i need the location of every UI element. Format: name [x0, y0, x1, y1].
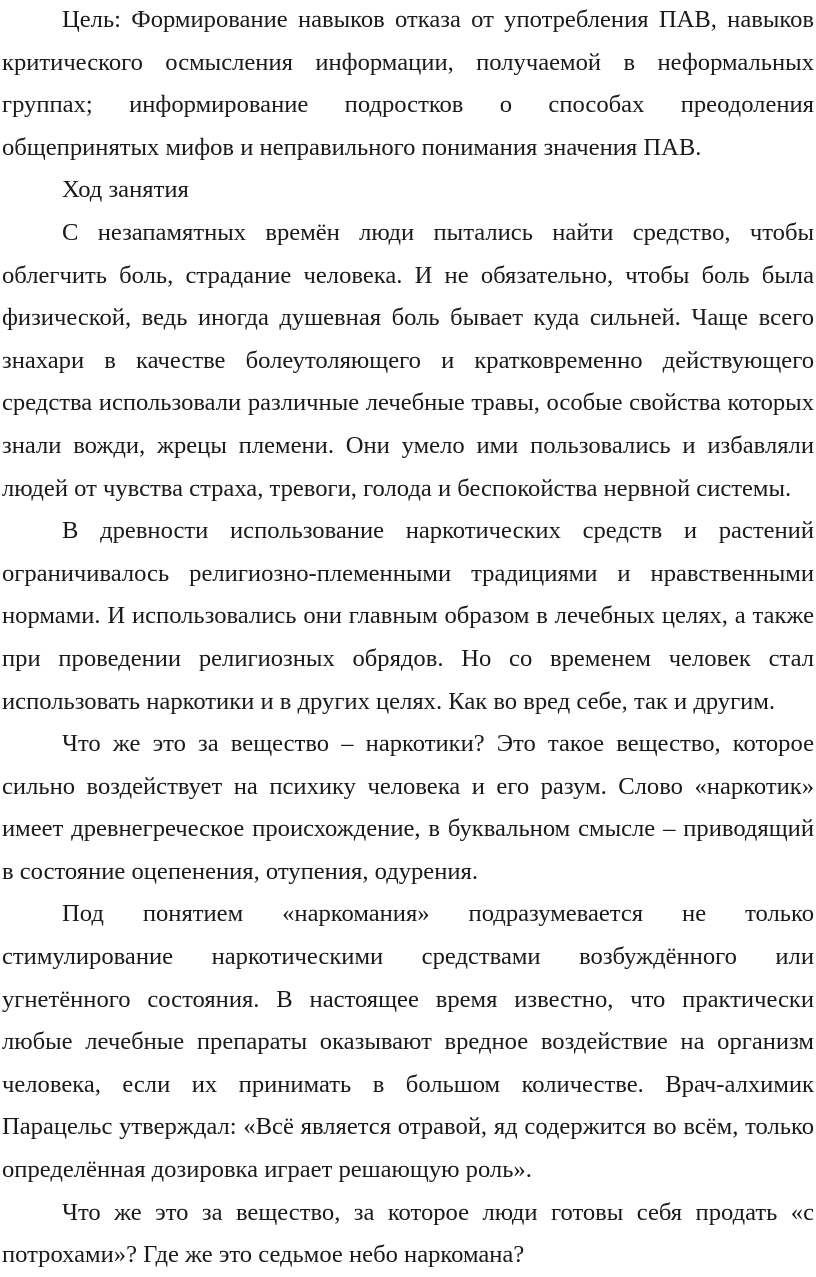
- goal-paragraph: Цель: Формирование навыков отказа от употребления ПАВ, навыков критического осмысления информации, получаемой в неформальных группах; информирование подростков о способах преодоления общепринятых мифов и неправильного понимания значения ПАВ.: [2, 6, 814, 161]
- body-paragraph: Под понятием «наркомания» подразумевается не только стимулирование наркотическими средствами возбуждённого или угнетённого состояния. В настоящее время известно, что практически любые лечебные препараты оказывают вредное воздействие на организм человека, если их принимать в большом количестве. Врач-алхимик Парацельс утверждал: «Всё является отравой, яд содержится во всём, только определённая дозировка играет решающую роль».: [2, 900, 814, 1184]
- body-paragraph: Что же это за вещество – наркотики? Это такое вещество, которое сильно воздействует на психику человека и его разум. Слово «наркотик» имеет древнегреческое происхождение, в буквальном смысле – приводящий в состояние оцепенения, отупения, одурения.: [2, 730, 814, 885]
- body-paragraph: В древности использование наркотических средств и растений ограничивалось религиозно-племенными традициями и нравственными нормами. И использовались они главным образом в лечебных целях, а также при проведении религиозных обрядов. Но со временем человек стал использовать наркотики и в других целях. Как во вред себе, так и другим.: [2, 517, 814, 715]
- body-paragraph: С незапамятных времён люди пытались найти средство, чтобы облегчить боль, страдание человека. И не обязательно, чтобы боль была физической, ведь иногда душевная боль бывает куда сильней. Чаще всего знахари в качестве болеутоляющего и кратковременно действующего средства использовали различные лечебные травы, особые свойства которых знали вожди, жрецы племени. Они умело ими пользовались и избавляли людей от чувства страха, тревоги, голода и беспокойства нервной системы.: [2, 218, 814, 502]
- lesson-progress-heading: Ход занятия: [62, 176, 189, 204]
- body-paragraph: Что же это за вещество, за которое люди готовы себя продать «с потрохами»? Где же это седьмое небо наркомана?: [2, 1198, 814, 1269]
